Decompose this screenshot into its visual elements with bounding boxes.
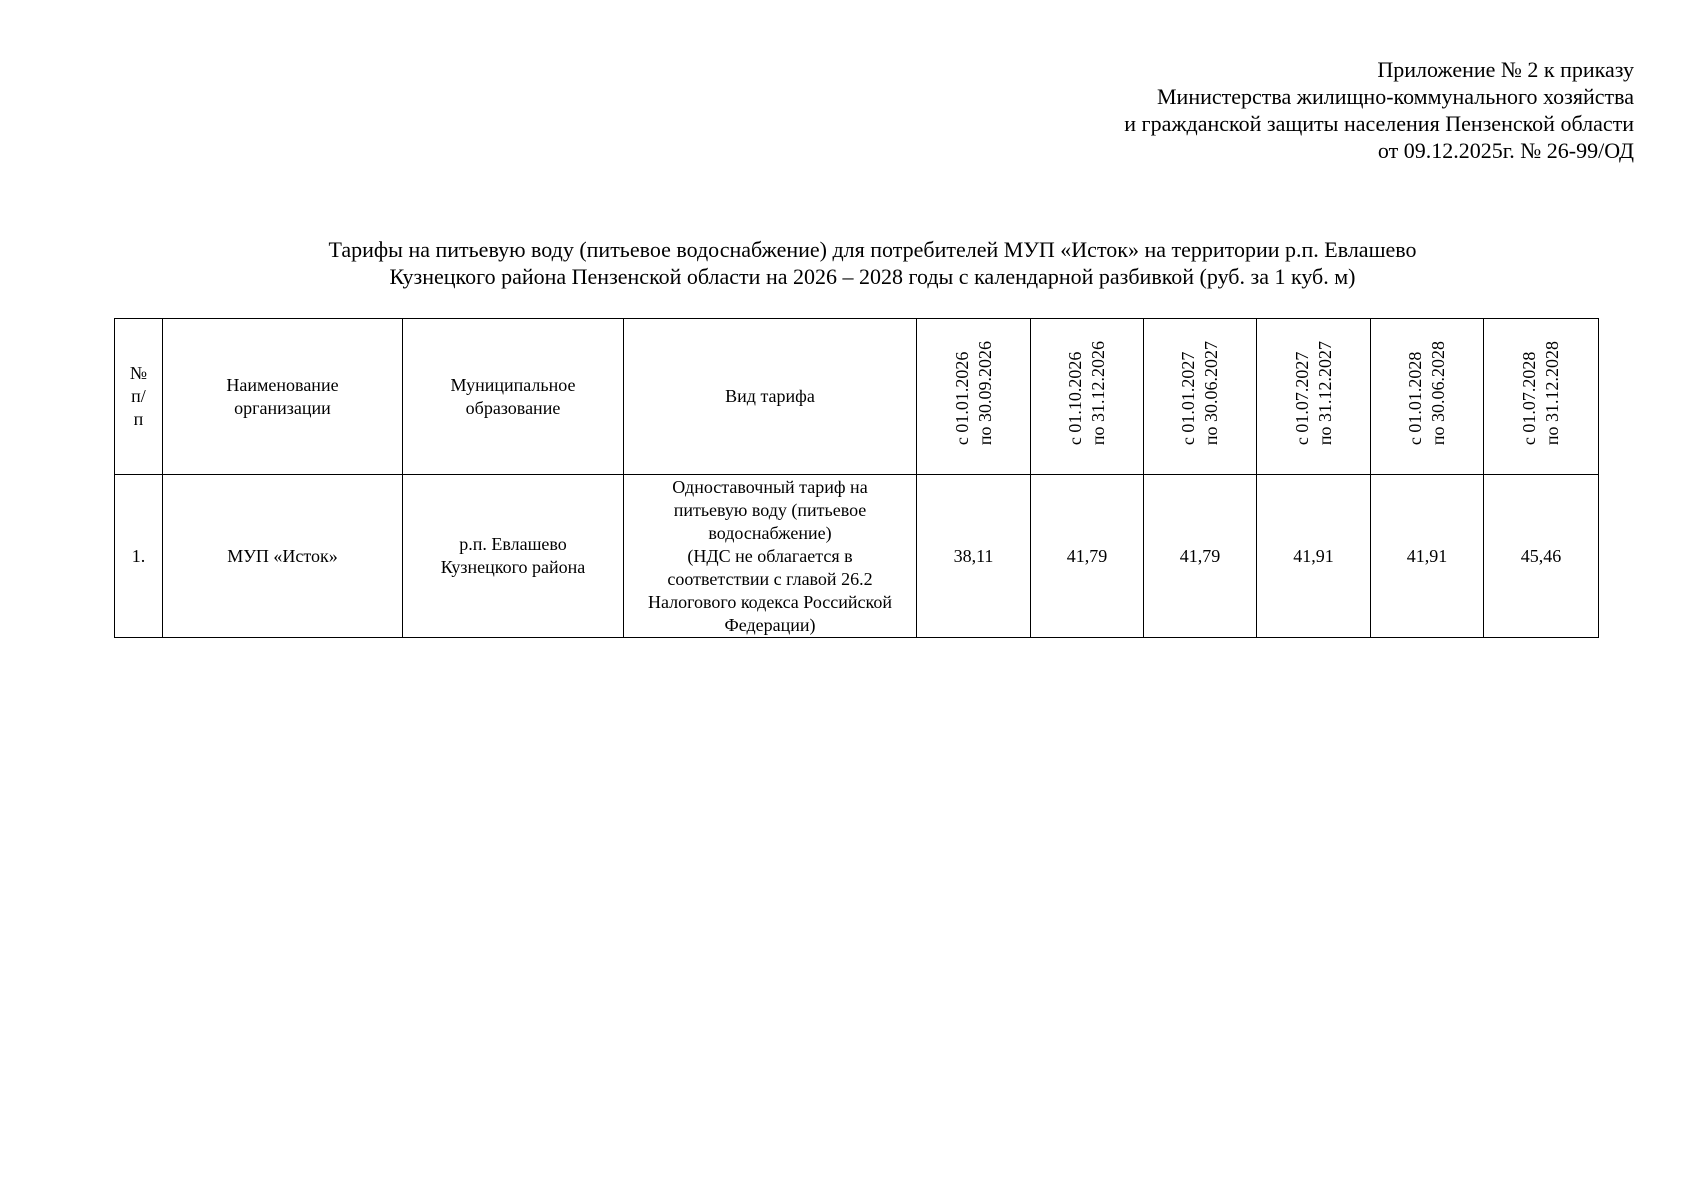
cell-value-period-2: 41,79 [1031, 475, 1144, 638]
tariff-table [114, 318, 1599, 638]
tariff-type-line: Федерации) [724, 614, 816, 635]
header-number-line: № [129, 363, 148, 383]
municipality-line: р.п. Евлашево [459, 534, 567, 554]
cell-number: 1. [115, 475, 163, 638]
header-period-1 [917, 319, 1031, 475]
cell-tariff-type [624, 475, 917, 638]
period-from: с 01.01.2028 [1405, 352, 1425, 446]
period-from: с 01.07.2028 [1519, 352, 1539, 446]
header-period-4 [1257, 319, 1371, 475]
header-organization-line: организации [234, 397, 331, 418]
title-line-1: Тарифы на питьевую воду (питьевое водоснабжение) для потребителей МУП «Исток» на территории р.п. Евлашево [328, 237, 1417, 262]
period-to: по 31.12.2026 [1088, 341, 1108, 446]
cell-value-period-5: 41,91 [1371, 475, 1484, 638]
table-header-row [115, 319, 1599, 475]
header-period-2 [1031, 319, 1144, 475]
header-number-line: п [133, 409, 144, 429]
tariff-type-line: питьевую воду (питьевое [673, 499, 867, 520]
header-organization [163, 319, 403, 475]
title-line-2: Кузнецкого района Пензенской области на 2026 – 2028 годы с календарной разбивкой (руб. за 1 куб. м) [389, 264, 1356, 289]
header-municipality-line: образование [465, 397, 561, 418]
header-period-5 [1371, 319, 1484, 475]
appendix-line-3: и гражданской защиты населения Пензенской области [1124, 111, 1634, 136]
header-period-6 [1484, 319, 1599, 475]
header-tariff-type: Вид тарифа [624, 319, 917, 475]
tariff-type-line: Одноставочный тариф на [672, 476, 868, 497]
header-period-3 [1144, 319, 1257, 475]
tariff-type-line: (НДС не облагается в [687, 545, 853, 566]
cell-organization: МУП «Исток» [163, 475, 403, 638]
period-to: по 30.06.2027 [1201, 341, 1221, 446]
period-from: с 01.10.2026 [1065, 352, 1085, 446]
period-to: по 30.06.2028 [1428, 341, 1448, 446]
cell-value-period-4: 41,91 [1257, 475, 1371, 638]
municipality-line: Кузнецкого района [440, 557, 586, 577]
period-from: с 01.01.2027 [1178, 352, 1198, 446]
period-to: по 31.12.2028 [1542, 341, 1562, 446]
cell-value-period-1: 38,11 [917, 475, 1031, 638]
cell-municipality [403, 475, 624, 638]
period-to: по 31.12.2027 [1314, 341, 1335, 446]
period-from: с 01.07.2027 [1291, 352, 1312, 446]
tariff-type-line: водоснабжение) [708, 522, 832, 543]
appendix-line-4: от 09.12.2025г. № 26-99/ОД [1377, 138, 1634, 163]
header-number-line: п/ [131, 386, 146, 406]
cell-value-period-6: 45,46 [1484, 475, 1599, 638]
header-municipality-line: Муниципальное [450, 374, 576, 395]
header-number [115, 319, 163, 475]
appendix-line-2: Министерства жилищно-коммунального хозяйства [1156, 84, 1634, 109]
table-row [115, 475, 1599, 638]
header-municipality [403, 319, 624, 475]
period-to: по 30.09.2026 [974, 341, 995, 446]
document-title [0, 236, 1697, 290]
appendix-line-1: Приложение № 2 к приказу [1377, 57, 1634, 82]
tariff-type-line: соответствии с главой 26.2 [667, 568, 873, 589]
appendix-block [1124, 56, 1634, 164]
tariff-type-line: Налогового кодекса Российской [647, 591, 893, 612]
cell-value-period-3: 41,79 [1144, 475, 1257, 638]
period-from: с 01.01.2026 [951, 352, 972, 446]
header-organization-line: Наименование [226, 374, 339, 395]
